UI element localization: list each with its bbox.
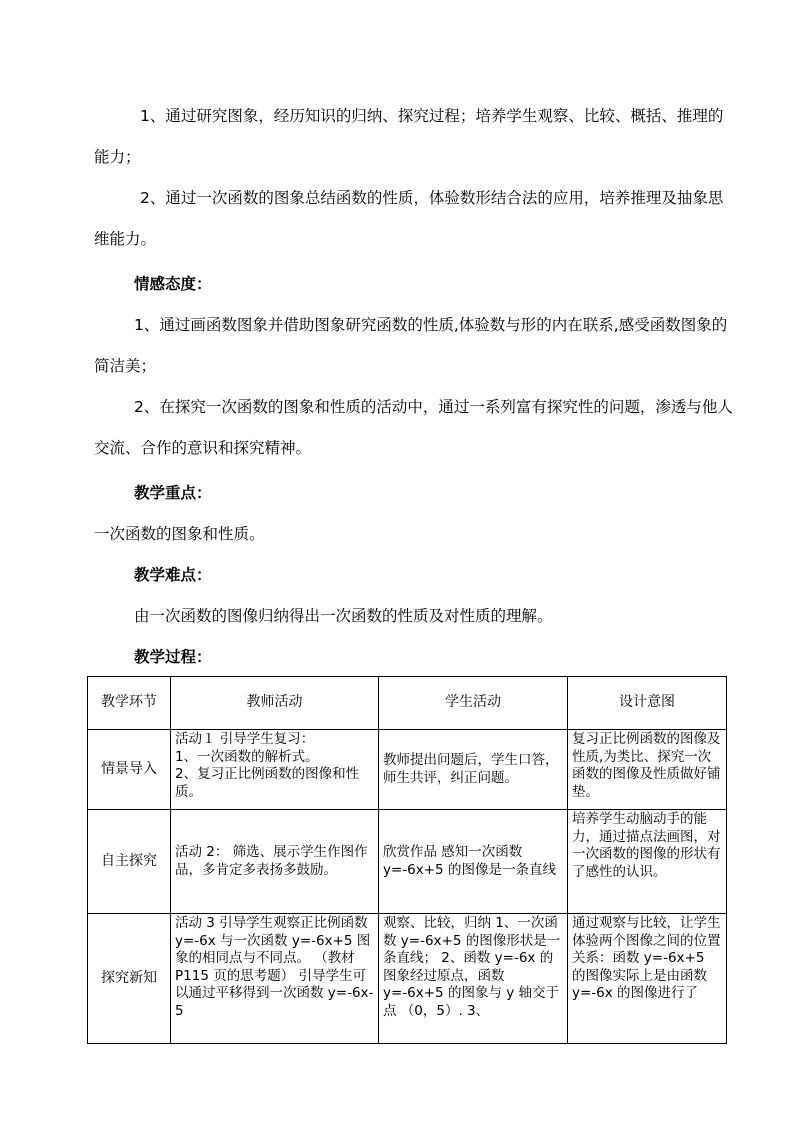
difficulty-heading: 教学难点： <box>134 566 212 584</box>
key-point-text: 一次函数的图象和性质。 <box>94 525 265 543</box>
header-teacher: 教师活动 <box>171 677 379 730</box>
row-intent-cell <box>568 914 727 1044</box>
row-teacher-cell <box>171 914 379 1044</box>
row-intent: 复习正比例函数的图像及性质,为类比、探究一次函数的图像及性质做好铺垫。 <box>568 730 727 810</box>
row-stage: 情景导入 <box>88 730 171 810</box>
row-student: 观察、比较，归纳 1、一次函数 y=-6x+5 的图像形状是一条直线； 2、函数 y=-6x 的图象经过原点，函数 y=-6x+5 的图象与 y 轴交于点 （0，5）. 3、 <box>383 915 561 1019</box>
difficulty-text: 由一次函数的图像归纳得出一次函数的性质及对性质的理解。 <box>134 607 553 625</box>
row-student: 教师提出问题后，学生口答，师生共评，纠正问题。 <box>379 730 568 810</box>
row-intent: 培养学生动脑动手的能力，通过描点法画图，对一次函数的图像的形状有了感性的认识。 <box>568 810 727 914</box>
row-teacher: 活动１ 引导学生复习： 1、一次函数的解析式。 2、复习正比例函数的图像和性质。 <box>171 730 379 810</box>
header-intent: 设计意图 <box>568 677 727 730</box>
key-point-heading: 教学重点： <box>134 484 212 502</box>
emotion-heading: 情感态度： <box>134 275 212 293</box>
process-heading: 教学过程： <box>134 648 212 666</box>
row-stage: 自主探究 <box>88 810 171 914</box>
ability-item-2: 2、通过一次函数的图象总结函数的性质，体验数形结合法的应用，培养推理及抽象思维能力。 <box>94 189 724 248</box>
table-row <box>88 730 727 810</box>
row-teacher: 活动 2： 筛选、展示学生作图作品，多肯定多表扬多鼓励。 <box>171 810 379 914</box>
ability-item-1: 1、通过研究图象，经历知识的归纳、探究过程；培养学生观察、比较、概括、推理的能力； <box>94 107 724 166</box>
row-student: 欣赏作品 感知一次函数y=-6x+5 的图像是一条直线 <box>379 810 568 914</box>
header-student: 学生活动 <box>379 677 568 730</box>
table-row <box>88 914 727 1044</box>
row-student-cell <box>379 914 568 1044</box>
table-row <box>88 810 727 914</box>
row-stage: 探究新知 <box>88 914 171 1044</box>
emotion-item-1: 1、通过画函数图象并借助图象研究函数的性质,体验数与形的内在联系,感受函数图象的简洁美； <box>94 316 728 375</box>
table-header-row <box>88 677 727 730</box>
process-table <box>87 676 727 1044</box>
emotion-item-2: 2、在探究一次函数的图象和性质的活动中，通过一系列富有探究性的问题，渗透与他人交流、合作的意识和探究精神。 <box>94 398 733 457</box>
row-intent: 通过观察与比较，让学生体验两个图像之间的位置关系：函数 y=-6x+5 的图像实际上是由函数 y=-6x 的图像进行了 <box>572 915 721 1001</box>
header-stage: 教学环节 <box>88 677 171 730</box>
row-teacher: 活动 3 引导学生观察正比例函数 y=-6x 与一次函数 y=-6x+5 图象的相同点与不同点。 （教材 P115 页的思考题） 引导学生可以通过平移得到一次函数 y=-6x-5 <box>175 915 374 1019</box>
